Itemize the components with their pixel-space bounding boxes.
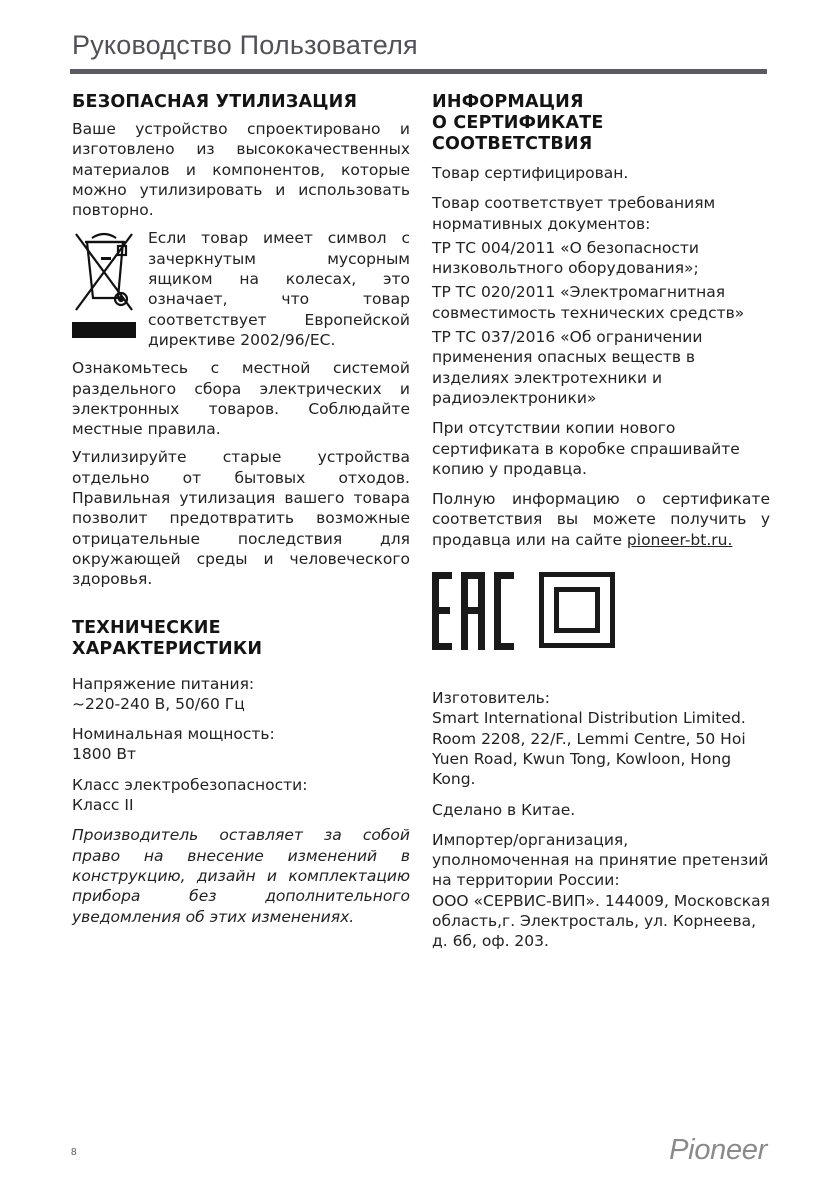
section-heading-cert-3: СООТВЕТСТВИЯ [432, 134, 593, 154]
spec-value: 1800 Вт [72, 745, 137, 764]
section-heading-specs-2: ХАРАКТЕРИСТИКИ [72, 638, 263, 659]
full-info-note [432, 489, 770, 550]
section-heading-cert-1: ИНФОРМАЦИЯ [432, 92, 584, 112]
eac-mark-icon [432, 572, 514, 650]
standard-item: ТР ТС 037/2016 «Об ограничении применения опасных веществ в изделиях электротехники и радиоэлектроники» [432, 328, 703, 407]
safe-disposal-section [72, 92, 410, 590]
page-number: 8 [71, 1147, 77, 1158]
importer-address: ООО «СЕРВИС-ВИП». 144009, Московская область,г. Электросталь, ул. Корнеева, д. 6б, оф. 203. [432, 891, 770, 951]
section-heading-cert-2: О СЕРТИФИКАТЕ [432, 113, 604, 133]
disposal-separate: Утилизируйте старые устройства отдельно от бытовых отходов. Правильная утилизация вашего товара позволит предотвратить возможные отрицательные последствия для окружающей среды и человеческого здоровья. [72, 448, 410, 589]
standard-item: ТР ТС 020/2011 «Электромагнитная совместимость технических средств» [432, 283, 745, 322]
standard-item: ТР ТС 004/2011 «О безопасности низковольтного оборудования»; [432, 238, 699, 278]
spec-value: Класс II [72, 796, 134, 815]
manufacturer-info [432, 688, 770, 789]
importer-label: Импортер/организация, уполномоченная на принятие претензий на территории России: [432, 830, 769, 890]
double-insulation-class-ii-icon [539, 572, 615, 648]
disposal-intro: Ваше устройство спроектировано и изготовлено из высококачественных материалов и компонентов, которые можно утилизировать и использовать повторно. [72, 120, 410, 220]
left-column [72, 92, 410, 935]
bin-svg [72, 228, 136, 318]
technical-specs-section [72, 618, 410, 927]
spec-voltage [72, 674, 410, 715]
importer-info [432, 830, 770, 952]
spec-label: Класс электробезопасности: [72, 775, 308, 794]
spec-value: ~220-240 В, 50/60 Гц [72, 694, 245, 713]
website-link[interactable]: pioneer-bt.ru. [626, 530, 733, 549]
disposal-local-rules: Ознакомьтесь с местной системой раздельного сбора электрических и электронных товаров. Соблюдайте местные правила. [72, 359, 410, 439]
manufacturer-address: Smart International Distribution Limited. Room 2208, 22/F., Lemmi Centre, 50 Hoi Yuen Road, Kwun Tong, Kowloon, Hong Kong. [432, 709, 746, 789]
spec-label: Номинальная мощность: [72, 725, 275, 744]
manufacturer-label: Изготовитель: [432, 689, 551, 708]
certified-statement: Товар сертифицирован. [432, 164, 629, 182]
spec-safety-class [72, 775, 410, 816]
brand-logo: Pioneer [669, 1134, 767, 1166]
certificate-section [432, 92, 770, 550]
weee-text: Если товар имеет символ с зачеркнутым мусорным ящиком на колесах, это означает, что товар соответствует Европейской директиве 2002/96/EC. [148, 229, 410, 349]
no-copy-note: При отсутствии копии нового сертификата в коробке спрашивайте копию у продавца. [432, 419, 740, 478]
page-header-title: Руководство Пользователя [72, 30, 418, 60]
header-divider [70, 69, 767, 74]
manufacturer-section [432, 688, 770, 952]
section-heading-disposal: БЕЗОПАСНАЯ УТИЛИЗАЦИЯ [72, 92, 358, 112]
weee-bar-mark [72, 322, 136, 338]
weee-notice [72, 228, 410, 350]
section-heading-specs-1: ТЕХНИЧЕСКИЕ [72, 617, 221, 638]
complies-statement: Товар соответствует требованиям нормативных документов: [432, 194, 716, 233]
full-info-text: Полную информацию о сертификате соответствия вы можете получить у продавца или на сайте [432, 490, 770, 549]
crossed-out-wheelie-bin-icon [72, 228, 142, 342]
spec-power [72, 724, 410, 765]
certification-marks [432, 572, 770, 652]
manufacturer-disclaimer: Производитель оставляет за собой право на внесение изменений в конструкцию, дизайн и комплектацию прибора без дополнительного уведомления об этих изменениях. [72, 826, 410, 926]
made-in: Сделано в Китае. [432, 800, 576, 819]
spec-label: Напряжение питания: [72, 674, 255, 693]
right-column [432, 92, 770, 960]
